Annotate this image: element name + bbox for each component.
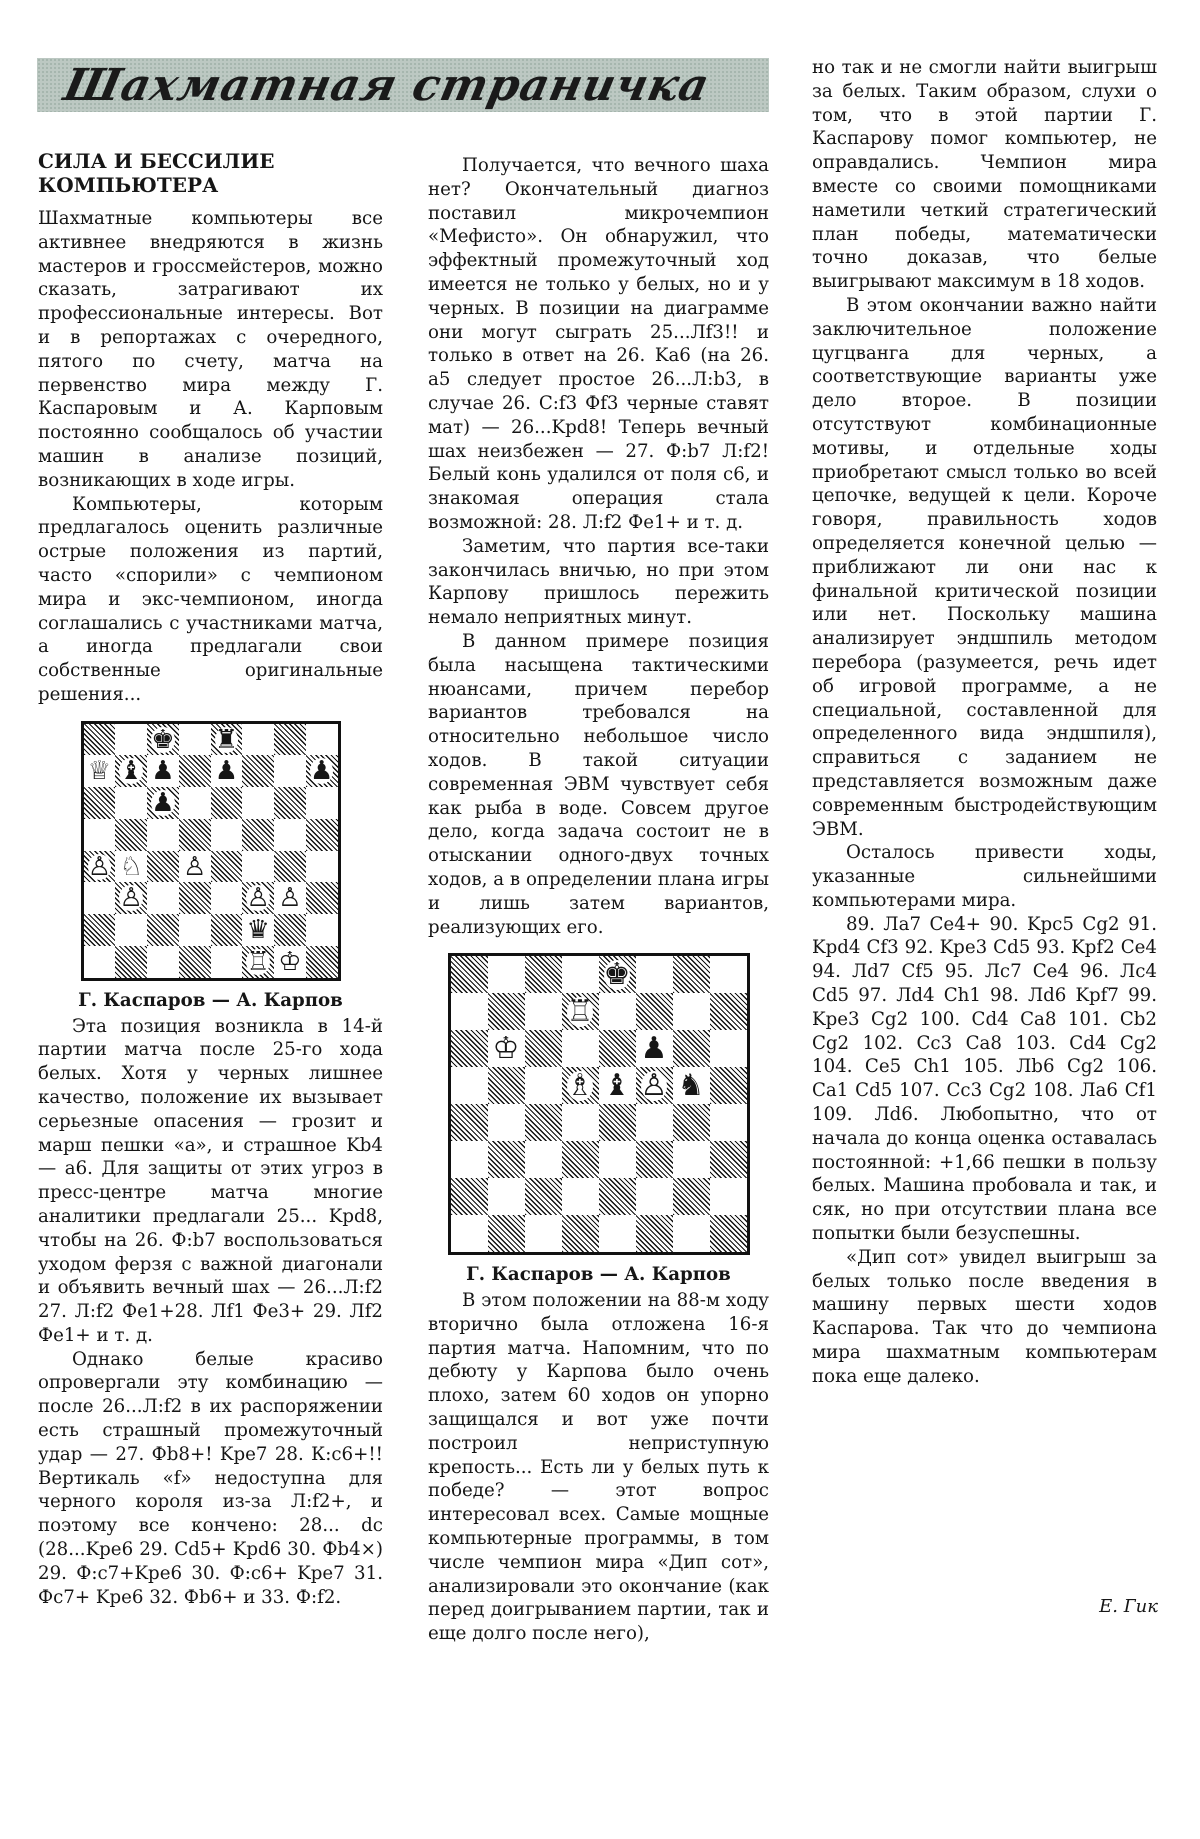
paragraph: В данном примере позиция была насыщена тактическими нюансами, причем перебор вариантов требовался на относительно небольшое число ходов. В такой ситуации современная ЭВМ чувствует себя как рыба в воде. Совсем другое дело, когда задача состоит не в отыскании одного-двух точных ходов, а в определении плана игры и лишь затем вариантов, реализующих его. [428,630,769,938]
board-square [84,851,116,883]
board-square [488,1030,525,1067]
board-square [274,914,306,946]
chess-piece: ♗ [566,1067,594,1103]
board-square [84,914,116,946]
board-square [710,1067,747,1104]
board-square [147,819,179,851]
banner-title: Шахматная страничка [59,60,715,111]
board-square [525,1178,562,1215]
board-square [636,1030,673,1067]
board-square [488,1141,525,1178]
board-square [242,755,274,787]
board-square [306,882,338,914]
board-square [84,755,116,787]
board-square [115,946,147,978]
board-square [274,724,306,756]
board-square [451,1215,488,1252]
paragraph: Осталось привести ходы, указанные сильнейшими компьютерами мира. [812,842,1157,911]
board-square [306,724,338,756]
chess-piece: ♛ [246,915,270,946]
chess-piece: ♝ [119,756,143,787]
chess-piece: ♖ [566,993,594,1029]
board-square [451,956,488,993]
board-square [115,755,147,787]
section-banner [37,58,769,112]
chess-diagram-1 [81,721,341,981]
board-square [562,1178,599,1215]
board-square [599,1141,636,1178]
paragraph: но так и не смогли найти выигрыш за белых. Таким образом, слухи о том, что в этой партии Г. Каспарову помог компьютер, не оправдались. Чемпион мира вместе со своими помощниками наметили четкий стратегический план победы, математически точно доказав, что белые выигрывают максимум в 18 ходов. [812,57,1157,293]
board-square [306,851,338,883]
chess-piece: ♟ [151,756,175,787]
board-square [306,819,338,851]
board-square [242,914,274,946]
chess-piece: ♟ [214,756,239,787]
chess-piece: ♟ [151,788,175,819]
board-square [179,724,211,756]
board-square [115,787,147,819]
board-square [179,946,211,978]
board-square [525,1104,562,1141]
board-square [599,993,636,1030]
board-square [636,993,673,1030]
chess-piece: ♟ [640,1030,668,1066]
board-square [673,1178,710,1215]
board-square [562,1067,599,1104]
chess-piece: ♙ [640,1067,668,1103]
board-square [306,914,338,946]
board-square [115,882,147,914]
board-square [673,1067,710,1104]
paragraph: Получается, что вечного шаха нет? Окончательный диагноз поставил микрочемпион «Мефисто». Он обнаружил, что эффектный промежуточный ход имеется не только у белых, но и у черных. В позиции на диаграмме они могут сыграть 25...Лf3!! и только в ответ на 26. Ka6 (на 26. a5 следует простое 26...Л:b3, в случае 26. C:f3 Фf3 черные ставят мат) — 26...Kpd8! Теперь вечный шах неизбежен — 27. Ф:b7 Л:f2! Белый конь удалился от поля c6, и знакомая операция стала возможной: 28. Л:f2 Фe1+ и т. д. [428,155,769,533]
board-square [562,956,599,993]
chess-piece: ♚ [603,956,631,992]
paragraph: Однако белые красиво опровергали эту комбинацию — после 26...Л:f2 в их распоряжении есть страшный промежуточный удар — 27. Фb8+! Kpe7 28. К:c6+!! Вертикаль «f» недоступна для черного короля из-за Л:f2+, и поэтому все кончено: 28... dc (28...Kpe6 29. Cd5+ Kpd6 30. Фb4×) 29. Ф:c7+Kpe6 30. Ф:c6+ Kpe7 31. Фc7+ Kpe6 32. Фb6+ и 33. Ф:f2. [38,1348,383,1608]
board-square [274,882,306,914]
board-square [115,914,147,946]
chess-piece: ♜ [214,724,239,755]
board-square [488,1215,525,1252]
board-square [211,724,243,756]
board-square [211,914,243,946]
diagram-2-caption: Г. Каспаров — А. Карпов [466,1264,731,1286]
board-square [211,755,243,787]
board-square [562,1141,599,1178]
paragraph: 89. Лa7 Ce4+ 90. Kpc5 Cg2 91. Kpd4 Cf3 92. Kpe3 Cd5 93. Kpf2 Ce4 94. Лd7 Cf5 95. Лc7 Ce4 96. Лc4 Cd5 97. Лd4 Ch1 98. Лd6 Kpf7 99. Kpe3 Cg2 100. Cd4 Ca8 101. Cb2 Cg2 102. Cc3 Ca8 103. Cd4 Cg2 104. Ce5 Ch1 105. Лb6 Cg2 106. Ca1 Cd5 107. Cc3 Cg2 108. Лa6 Cf1 109. Лd6. Любопытно, что от начала до конца оценка оставалась постоянной: +1,66 пешки в пользу белых. Машина пробовала и так, и сяк, но при отсутствии плана все попытки были безуспешны. [812,913,1157,1245]
board-square [115,851,147,883]
board-square [636,1178,673,1215]
board-square [710,1030,747,1067]
board-square [599,1104,636,1141]
board-square [636,956,673,993]
column-right [812,56,1157,1389]
chess-piece: ♘ [119,851,143,882]
board-square [525,1215,562,1252]
board-square [84,819,116,851]
chessboard [81,721,341,981]
board-square [179,755,211,787]
author-signature: Е. Гик [1099,1596,1158,1617]
board-square [179,819,211,851]
board-square [147,724,179,756]
board-square [636,1104,673,1141]
board-square [306,755,338,787]
chess-piece: ♙ [87,851,112,882]
board-square [147,755,179,787]
chess-piece: ♖ [246,946,270,977]
board-square [179,787,211,819]
board-square [115,819,147,851]
board-square [84,787,116,819]
board-square [710,1215,747,1252]
chess-piece: ♕ [87,756,112,787]
board-square [84,724,116,756]
board-square [451,1178,488,1215]
board-square [242,882,274,914]
board-square [451,1141,488,1178]
paragraph: В этом положении на 88-м ходу вторично была отложена 16-я партия матча. Напомним, что по дебюту у Карпова было очень плохо, затем 60 ходов он упорно защищался и вот уже почти построил неприступную крепость... Есть ли у белых путь к победе? — этот вопрос интересовал всех. Самые мощные компьютерные программы, в том числе чемпион мира «Дип сот», анализировали это окончание (как перед доигрыванием партии, так и еще долго после него), [428,1290,769,1645]
chess-piece: ♙ [182,851,207,882]
paragraph: Шахматные компьютеры все активнее внедряются в жизнь мастеров и гроссмейстеров, можно сказать, затрагивают их профессиональные интересы. Вот и в репортажах с очередного, пятого по счету, матча на первенство мира между Г. Каспаровым и А. Карповым постоянно сообщалось об участии машин в анализе позиций, возникающих в ходе игры. [38,208,383,491]
paragraph: «Дип сот» увидел выигрыш за белых только после введения в машину первых шести ходов Каспарова. Так что до чемпиона мира шахматным компьютерам пока еще далеко. [812,1246,1157,1387]
board-square [599,1178,636,1215]
board-square [562,993,599,1030]
board-square [673,956,710,993]
paragraph: Эта позиция возникла в 14-й партии матча после 25-го хода белых. Хотя у черных лишнее качество, положение их вызывает серьезные опасения — грозит и марш пешки «а», и страшное Kb4 — a6. Для защиты от этих угроз в пресс-центре матча многие аналитики предлагали 25... Kpd8, чтобы на 26. Ф:b7 воспользоваться уходом ферзя с важной диагонали и объявить вечный шах — 26...Л:f2 27. Л:f2 Фe1+28. Лf1 Фe3+ 29. Лf2 Фe1+ и т. д. [38,1015,383,1346]
article-headline: СИЛА И БЕССИЛИЕ КОМПЬЮТЕРА [38,149,275,197]
board-square [179,882,211,914]
board-square [242,946,274,978]
chess-piece: ♚ [151,724,175,755]
board-square [488,1067,525,1104]
board-square [636,1067,673,1104]
chess-piece: ♝ [603,1067,631,1103]
board-square [525,956,562,993]
chess-piece: ♔ [492,1030,520,1066]
board-square [115,724,147,756]
board-square [451,1030,488,1067]
paragraph: В этом окончании важно найти заключительное положение цугцванга для черных, а соответствующие варианты уже дело второе. В позиции отсутствуют комбинационные мотивы, и отдельные ходы приобретают смысл только во всей цепочке, ведущей к цели. Короче говоря, правильность ходов определяется конечной целью — приближают ли они нас к финальной критической позиции или нет. Поскольку машина анализирует эндшпиль методом перебора (разумеется, речь идет об игровой программе, а не специальной, составленной для определенного вида эндшпиля), справиться с заданием не представляется возможным даже современным быстродействующим ЭВМ. [812,294,1157,840]
board-square [274,946,306,978]
board-square [451,1104,488,1141]
board-square [636,1141,673,1178]
board-square [306,787,338,819]
board-square [710,1104,747,1141]
board-square [242,787,274,819]
board-square [84,946,116,978]
board-square [673,1141,710,1178]
board-square [599,1030,636,1067]
board-square [274,787,306,819]
board-square [211,819,243,851]
board-square [211,851,243,883]
board-square [525,1030,562,1067]
chessboard [448,953,750,1255]
board-square [710,956,747,993]
column-left [38,149,383,1609]
chess-piece: ♞ [677,1067,705,1103]
board-square [274,851,306,883]
chess-piece: ♙ [246,883,270,914]
board-square [451,1067,488,1104]
chess-piece: ♟ [309,756,334,787]
chess-piece: ♙ [119,883,143,914]
board-square [673,1215,710,1252]
board-square [451,993,488,1030]
board-square [179,851,211,883]
board-square [242,819,274,851]
diagram-1-caption: Г. Каспаров — А. Карпов [78,989,343,1011]
board-square [488,1178,525,1215]
board-square [211,946,243,978]
board-square [562,1030,599,1067]
board-square [242,851,274,883]
chess-diagram-2 [448,953,750,1255]
board-square [562,1104,599,1141]
chess-piece: ♔ [278,946,302,977]
board-square [673,1104,710,1141]
board-square [710,1178,747,1215]
board-square [673,993,710,1030]
board-square [599,956,636,993]
board-square [242,724,274,756]
board-square [147,946,179,978]
board-square [636,1215,673,1252]
board-square [147,914,179,946]
board-square [525,1067,562,1104]
board-square [274,755,306,787]
board-square [673,1030,710,1067]
board-square [274,819,306,851]
board-square [147,882,179,914]
board-square [599,1067,636,1104]
board-square [525,993,562,1030]
paragraph: Заметим, что партия все-таки закончилась вничью, но при этом Карпову пришлось пережить немало неприятных минут. [428,535,769,629]
board-square [211,882,243,914]
board-square [710,993,747,1030]
board-square [562,1215,599,1252]
paragraph: Компьютеры, которым предлагалось оценить различные острые положения из партий, часто «спорили» с чемпионом мира и экс-чемпионом, иногда соглашались с участниками матча, а иногда предлагали свои собственные оригинальные решения... [38,493,383,705]
board-square [488,993,525,1030]
board-square [306,946,338,978]
board-square [211,787,243,819]
board-square [147,787,179,819]
board-square [84,882,116,914]
board-square [147,851,179,883]
board-square [179,914,211,946]
board-square [710,1141,747,1178]
board-square [599,1215,636,1252]
column-middle [428,154,769,1646]
board-square [525,1141,562,1178]
chess-piece: ♙ [278,883,302,914]
board-square [488,1104,525,1141]
board-square [488,956,525,993]
